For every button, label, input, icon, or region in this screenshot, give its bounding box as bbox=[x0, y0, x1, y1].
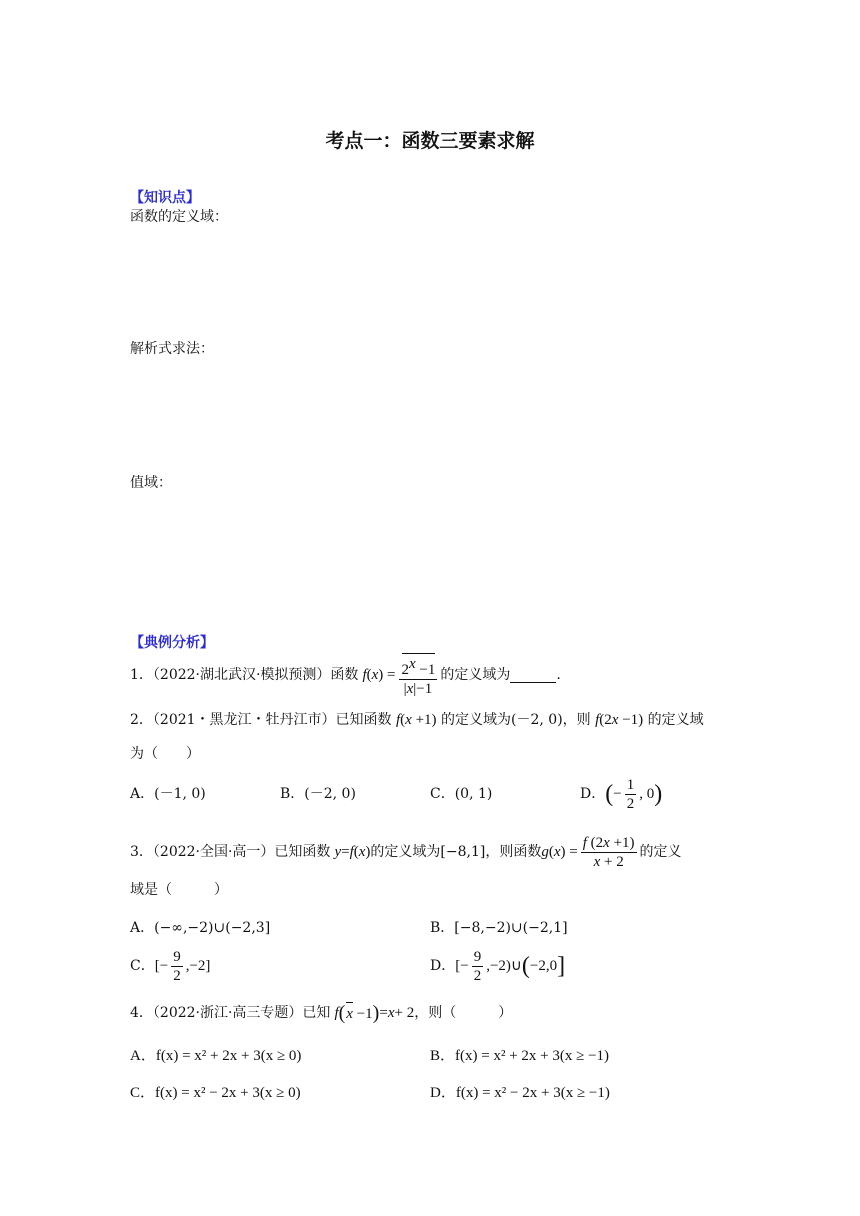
q1-fraction: $\frac{2^x -1}{|x|-1}$ bbox=[399, 653, 438, 698]
question-3-line-1: 3．（2022·全国·高一）已知函数 y = f ( x ) 的定义域为[−8,1]，则函数 g ( x ) = $\frac{f (2x +1)}{x + 2}$ 的定义 bbox=[130, 834, 682, 870]
q4-option-b[interactable]: B．f(x) = x² + 2x + 3(x ≥ −1) bbox=[430, 1048, 610, 1064]
question-2-line-2: 为（ ） bbox=[130, 746, 200, 762]
question-1: 1．（2022·湖北武汉·模拟预测）函数 f ( x ) = $\frac{2^x -1}{|x|-1}$ 的定义域为 . bbox=[130, 654, 561, 696]
q2-option-c[interactable]: C．(0, 1) bbox=[430, 786, 493, 802]
q2-option-b[interactable]: B．(－2, 0) bbox=[280, 786, 356, 802]
q1-answer-blank[interactable] bbox=[510, 668, 556, 683]
question-3-line-2: 域是（ ） bbox=[130, 882, 228, 898]
q2-option-a[interactable]: A．(－1, 0) bbox=[130, 786, 206, 802]
knowledge-heading: 【知识点】 bbox=[130, 190, 200, 206]
examples-heading: 【典例分析】 bbox=[130, 635, 214, 651]
q1-suffix: 的定义域为 bbox=[440, 667, 511, 683]
q1-function: f bbox=[362, 667, 367, 683]
q3-fraction: $\frac{f (2x +1)}{x + 2}$ bbox=[582, 834, 635, 870]
q3-option-a[interactable]: A．(−∞,−2)∪(−2,3] bbox=[130, 920, 271, 936]
q4-option-c[interactable]: C．f(x) = x² − 2x + 3(x ≥ 0) bbox=[130, 1085, 301, 1101]
page-title: 考点一：函数三要素求解 bbox=[325, 130, 535, 152]
domain-label: 函数的定义域： bbox=[130, 209, 228, 225]
q4-option-d[interactable]: D．f(x) = x² − 2x + 3(x ≥ −1) bbox=[430, 1085, 610, 1101]
question-4: 4．（2022·浙江·高三专题）已知 f ( x −1 ) = x + 2 ，则（ ） bbox=[130, 1002, 513, 1024]
question-2-line-1: 2．（2021・黑龙江・牡丹江市）已知函数 f(x +1) 的定义域为(－2, 0)，则 f(2x −1) 的定义域 bbox=[130, 712, 704, 728]
q3-option-d[interactable]: D． [− $\frac{9}{2}$ ,−2)∪ ( −2,0 ] bbox=[430, 948, 566, 984]
q3-option-b[interactable]: B．[−8,−2)∪(−2,1] bbox=[430, 920, 568, 936]
range-label: 值域： bbox=[130, 475, 172, 491]
q2-option-d[interactable]: D． ( − $\frac{1}{2}$ , 0 ) bbox=[580, 776, 663, 812]
q1-prefix: 1．（2022·湖北武汉·模拟预测）函数 bbox=[130, 667, 359, 683]
formula-label: 解析式求法： bbox=[130, 341, 214, 357]
q4-option-a[interactable]: A．f(x) = x² + 2x + 3(x ≥ 0) bbox=[130, 1048, 302, 1064]
q3-option-c[interactable]: C． [− $\frac{9}{2}$ ,−2] bbox=[130, 948, 211, 984]
